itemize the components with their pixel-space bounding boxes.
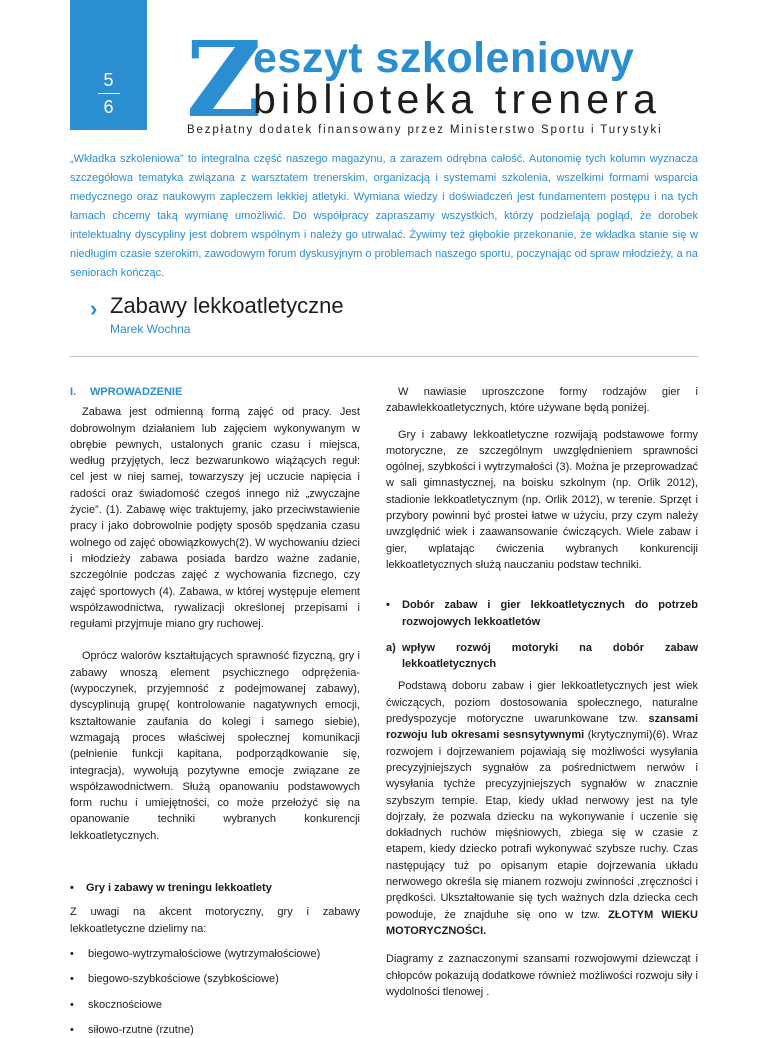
paragraph: Diagramy z zaznaczonymi szansami rozwojowymi dziewcząt i chłopców pokazują dodatkowe również możliwości rozwoju siły i wydolności tlenowej . bbox=[386, 953, 698, 998]
page-number-tab bbox=[70, 0, 147, 130]
right-column bbox=[386, 384, 698, 1000]
masthead-title: eszyt szkoleniowy bbox=[253, 34, 635, 82]
bullet-icon: • bbox=[70, 998, 74, 1011]
section-title: WPROWADZENIE bbox=[90, 386, 183, 398]
section-heading bbox=[70, 384, 360, 400]
paragraph: Gry i zabawy lekkoatletyczne rozwijają podstawowe formy motoryczne, ze szczególnym uwzględnieniem sprawności ogólnej, szybkości i wytrzymałości (3). Można je przeprowadzać w sali gimnastycznej, na boisku szkolnym (np. Orlik 2012), stadionie lekkoatletycznym (np. Orlik 2012), w terenie. Sprzęt i przybory powinni być prostei łatwe w użyciu, przy czym należy uwzględnić wiek i zaawansowanie ćwiczących. Wiele zabaw i gier, wplatając ćwiczenia wybranych konkurenciji lekkoatletycznych służą nauczaniu podstaw techniki. bbox=[386, 428, 698, 571]
page-number-top: 5 bbox=[103, 70, 114, 90]
left-column bbox=[70, 384, 360, 1038]
sub-heading-label: a) bbox=[386, 641, 396, 654]
paragraph: Zabawa jest odmienną formą zajęć od pracy. Jest dobrowolnym działaniem lub zajęciem wykonywanym w obrębie pewnych, ustalonych granic czasu i miejsca, według przyjętych, lecz bezwarunkowo wiążących reguł: cel jest w niej samej, towarzyszy jej uczucie napięcia i radości oraz świadomość czegoś innego niż „zwyczajne życie”. (1). Zabawę więc traktujemy, jako przeciwstawienie pracy i jako dobrowolnie podjęty sposób spędzania czasu wolnego od zajęć obowiązkowych(2). W wychowaniu dzieci i młodzieży zabawa posiada bardzo ważne zadanie, szczególnie podczas zajęć z wychowania fizcnego, czy zajęć sportowych (4). Zabawa, w której występuje element współzawodnictwa, rywalizacji określonej przepisami i regułami przyjmuje miano gry ruchowej. bbox=[70, 406, 360, 631]
sub-heading: a) wpływ rozwój motoryki na dobór zabaw lekkoatletycznych bbox=[386, 641, 698, 671]
masthead-subtitle: biblioteka trenera bbox=[253, 76, 662, 122]
bullet-icon: • bbox=[386, 599, 390, 612]
bullet-icon: • bbox=[70, 947, 74, 960]
divider bbox=[70, 356, 698, 357]
section-number: I. bbox=[70, 386, 77, 398]
paragraph: Podstawą doboru zabaw i gier lekkoatletycznych jest wiek ćwiczących, poziom dostosowania społecznego, naturalne predyspozycje motoryczne uwarunkowane tzw. szansami rozwoju lub okresami sesnsytywnymi (krytycznymi)(6). Wraz rozwojem i dojrzewaniem pojawiają się możliwości wysyłania precyzyjniejszych sygnałów za pośrednictwem nerwów i wysyłania tychże precyzyjniejszych sygnałów w znacznie szybszym tempie. Etap, kiedy układ nerwowy jest na tyle dojrzały, że pozwala dziecku na wykonywanie i uczenie się dokładnych ruchów mięśniowych, zbiega się w czasie z etapem, kiedy dziecko potrafi wykonywać szybsze ruchy. Czas następujący tuż po opisanym etapie dojrzewania układu nerwowego określa się mianem rozwoju zwinności ,zręczności i prędkości. Ukształtowanie się tych ważnych dzla dziecka cech powoduje, że znajduhe się ono w tzw. ZŁOTYM WIEKU MOTORYCZNOŚCI. bbox=[386, 680, 699, 937]
page-number-divider bbox=[98, 93, 120, 94]
paragraph: Z uwagi na akcent motoryczny, gry i zabawy lekkoatletyczne dzielimy na: bbox=[70, 906, 360, 935]
masthead-z-letter: Z bbox=[186, 18, 262, 141]
bullet-icon: • bbox=[70, 973, 74, 986]
list-item: • siłowo-rzutne (rzutne) bbox=[70, 1022, 360, 1038]
bullet-heading: • Dobór zabaw i gier lekkoatletycznych do potrzeb rozwojowych lekkoatletów bbox=[386, 599, 698, 628]
list-item: • biegowo-wytrzymałościowe (wytrzymałościowe) bbox=[70, 946, 360, 962]
article-title: Zabawy lekkoatletyczne bbox=[110, 293, 344, 318]
masthead-tagline: Bezpłatny dodatek finansowany przez Ministerstwo Sportu i Turystyki bbox=[187, 124, 663, 136]
chevron-right-icon: › bbox=[90, 296, 98, 321]
paragraph: Oprócz walorów kształtujących sprawność fizyczną, gry i zabawy wnoszą element psychicznego odprężenia- (wypoczynek, przyjemność z podejmowanej zabawy), dyscyplinują grupę( kontrolowanie nagatywnych emocji, kształtowanie zaufania do kolegi i samego siebie), wzmagają proces właściwej społecznej komunikacji (pełnienie funkcji kapitana, podporządkowanie się, integracja), wywołują pozytywne emocje związane ze współzawodnictwem. Służą opanowaniu podstawowych form ruchu i umiejętności, co może przełożyć się na opanowanie techniki wybranych konkurencji lekkoatletycznych. bbox=[70, 650, 360, 842]
bullet-heading: • Gry i zabawy w treningu lekkoatlety bbox=[70, 880, 360, 896]
paragraph: W nawiasie uproszczone formy rodzajów gier i zabawlekkoatletycznych, które używane będą poniżej. bbox=[386, 386, 698, 415]
bullet-icon: • bbox=[70, 1023, 74, 1036]
list-item: • skocznościowe bbox=[70, 997, 360, 1013]
list-item: • biegowo-szybkościowe (szybkościowe) bbox=[70, 971, 360, 987]
bullet-icon: • bbox=[70, 882, 74, 895]
intro-paragraph: „Wkładka szkoleniowa” to integralna część naszego magazynu, a zarazem odrębna całość. Autonomię tych kolumn wyznacza szczegółowa tematyka związana z warsztatem trenerskim, organizacją i systemami szkolenia, wszelkimi formami wsparcia medycznego oraz naukowym zapleczem lekkiej atletyki. Wymiana wiedzy i doświadczeń jest fundamentem postępu i na tych łamach chcemy taką wymianę umożliwić. Do współpracy zapraszamy wszystkich, którzy podzielają pogląd, że dorobek intelektualny dyscypliny jest dobrem wspólnym i należy go utrwalać. Żywimy też głębokie przekonanie, że wkładka stanie się w niedługim czasie szerokim, zawodowym forum dyskusyjnym o problemach naszego sportu, poczynając od spraw młodzieży, a na seniorach kończąc. bbox=[70, 153, 698, 279]
page-number-bottom: 6 bbox=[103, 97, 114, 117]
article-author: Marek Wochna bbox=[110, 322, 191, 336]
